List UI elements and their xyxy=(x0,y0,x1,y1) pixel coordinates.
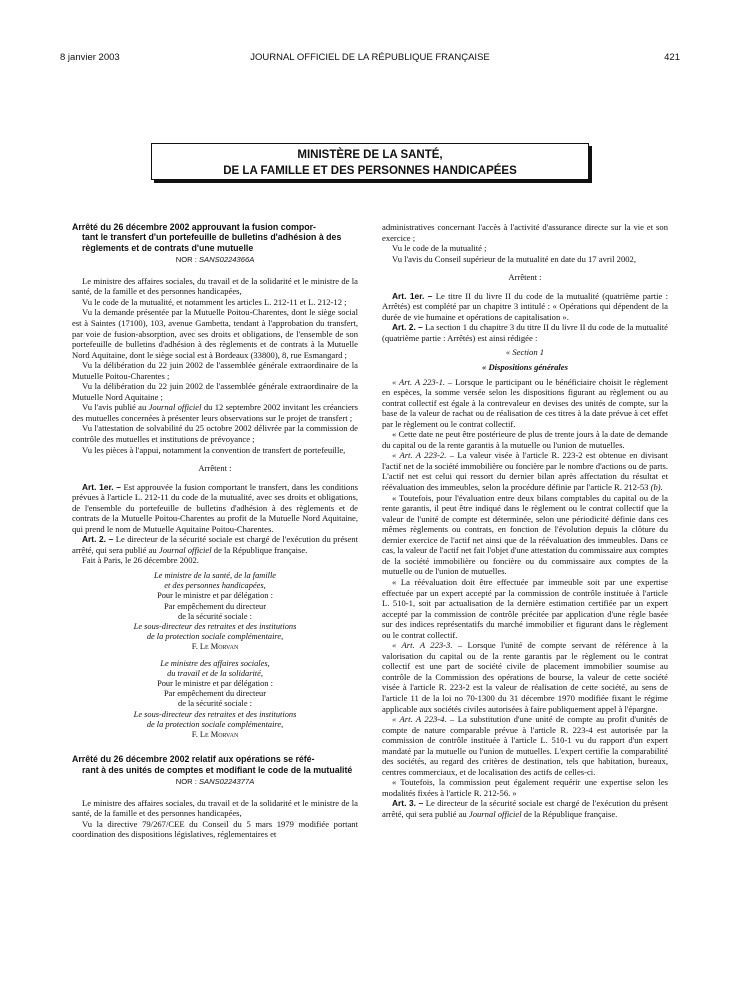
ministry-line-1: MINISTÈRE DE LA SANTÉ, xyxy=(297,149,443,161)
arrete1-article-1: Art. 1er. – Est approuvée la fusion comportant le transfert, dans les conditions prévues à l'article L. 212-11 du code de la mutualité, avec ses droits et obligations, de l'ensemble du portefeuille de bulletins d'adhésion à des règlements et de contrats de la Mutuelle Poitou-Charentes au profit de la Mutuelle Nord Aquitaine, qui prend le nom de Mutuelle Aquitaine Poitou-Charentes. xyxy=(72,481,358,534)
arrete1-vu-3: Vu la délibération du 22 juin 2002 de l'assemblée générale extraordinaire de la Mutuelle Poitou-Charentes ; xyxy=(72,360,358,381)
arrete1-article-2: Art. 2. – Le directeur de la sécurité sociale est chargé de l'exécution du présent arrêté, qui sera publié au Journal officiel de la République française. xyxy=(72,534,358,555)
arrete1-vu-2: Vu la demande présentée par la Mutuelle Poitou-Charentes, dont le siège social est à Saintes (17100), 103, avenue Gambetta, tendant à l'approbation du transfert, par voie de fusion-absorption, avec ses droits et obligations, de l'ensemble de son portefeuille de bulletins d'adhésion à des règlements et de contrats à la Mutuelle Nord Aquitaine, dont le siège social est à Bordeaux (33800), 8, rue Esmangard ; xyxy=(72,307,358,360)
article-a223-4: « Art. A 223-4. – La substitution d'une unité de compte au profit d'unités de compte de nature comparable prévue à l'article R. 223-4 est autorisée par la commission de contrôle instituée à l'article L. 510-1 vu du rapport d'un expert mandaté par la mutuelle ou l'union de mutuelles. L'expert certifie la comparabilité des sociétés, au regard des critères de destination, tels que habitation, bureaux, centres commerciaux, et de localisation des actifs de celles-ci. xyxy=(382,714,668,777)
arrete1-vu-7: Vu les pièces à l'appui, notamment la convention de transfert de portefeuille, xyxy=(82,444,346,455)
arrete1-vu-5: Vu l'avis publié au Journal officiel du 12 septembre 2002 invitant les créanciers des mutuelles concernées à présenter leurs observations sur le projet de transfert ; xyxy=(72,402,358,423)
arrete2-article-1: Art. 1er. – Le titre II du livre II du code de la mutualité (quatrième partie : Arrêtés) est complété par un chapitre 3 intitulé : « Opérations qui dépendent de la durée de vie humaine et opérations de capitalisation ». xyxy=(382,290,668,322)
arrete1-nor-code: SANS0224366A xyxy=(198,255,255,265)
arrete2-nor: NOR : SANS0224377A xyxy=(175,777,255,787)
header-page-number: 421 xyxy=(664,52,680,63)
arrete1-arretent: Arrêtent : xyxy=(198,463,232,474)
arrete2-vu-1-continued: administratives concernant l'accès à l'activité d'assurance directe sur la vie et son exercice ; xyxy=(382,222,668,243)
article-a223-1-p2: « Cette date ne peut être postérieure de plus de trente jours à la date de demande du capital ou de la rente garantis à la mutuelle ou l'union de mutuelles. xyxy=(382,429,668,450)
arrete1-fait: Fait à Paris, le 26 décembre 2002. xyxy=(82,555,199,566)
ministry-line-2: DE LA FAMILLE ET DES PERSONNES HANDICAPÉES xyxy=(223,165,517,177)
article-a223-2-p3: « La réévaluation doit être effectuée par immeuble soit par une expertise effectuée par un expert accepté par la commission de contrôle instituée à l'article L. 510-1, soit par actualisation de la dernière estimation certifiée par un expert accepté par la commission de contrôle précitée par application d'une règle basée sur des indices représentatifs du marché immobilier et figurant dans le règlement ou le contrat collectif. xyxy=(382,576,668,640)
section-heading: « Section 1 xyxy=(505,347,545,358)
arrete1-vu-4: Vu la délibération du 22 juin 2002 de l'assemblée générale extraordinaire de la Mutuelle Nord Aquitaine ; xyxy=(72,381,358,402)
article-a223-2-p2: « Toutefois, pour l'évaluation entre deux bilans comptables du capital ou de la rente garantis, il peut être indiqué dans le règlement ou le contrat collectif que la valeur de l'unité de compte est déterminée, selon une périodicité définie dans ces mêmes règlements ou contrats, en fonction de l'évolution depuis la clôture du dernier exercice de l'actif net ainsi que de la réévaluation des immeubles. Dans ce cas, la valeur de l'actif net fait l'objet d'une attestation du commissaire aux comptes de la société immobilière ou foncière ou du commissaire aux comptes de la mutuelle ou de l'union de mutuelles. xyxy=(382,492,668,577)
article-a223-3: « Art. A 223-3. – Lorsque l'unité de compte servant de référence à la valorisation du capital ou de la rente garantis par le règlement ou le contrat collectif est une part de société civile de placement immobilier soumise au contrôle de la Commission des opérations de bourse, la valeur de cette société visée à l'article R. 223-2 est la valeur de réalisation de cette société, au sens de l'article 11 de la loi no 70-1300 du 31 décembre 1970 modifiée fixant le régime applicable aux sociétés civiles autorisées à faire publiquement appel à l'épargne. xyxy=(382,640,668,714)
arrete2-arretent: Arrêtent : xyxy=(508,272,542,283)
arrete2-vu-3: Vu l'avis du Conseil supérieur de la mutualité en date du 17 avril 2002, xyxy=(392,253,636,264)
arrete2-article-3: Art. 3. – Le directeur de la sécurité sociale est chargé de l'exécution du présent arrêté, qui sera publié au Journal officiel de la République française. xyxy=(382,798,668,819)
arrete1-vu-1: Vu le code de la mutualité, et notamment les articles L. 212-11 et L. 212-12 ; xyxy=(82,296,347,307)
arrete2-article-2: Art. 2. – La section 1 du chapitre 3 du titre II du livre II du code de la mutualité (quatrième partie : Arrêtés) est ainsi rédigée : xyxy=(382,322,668,343)
page-header xyxy=(60,52,680,66)
article-a223-4-p2: « Toutefois, la commission peut également requérir une expertise selon les modalités fixées à l'article R. 212-56. » xyxy=(382,777,668,798)
arrete2-intro: Le ministre des affaires sociales, du travail et de la solidarité et le ministre de la santé, de la famille et des personnes handicapées, xyxy=(72,797,358,819)
arrete1-signature-1: Le ministre de la santé, de la famille et des personnes handicapées, Pour le ministre et par délégation : Par empêchement du directeur de la sécurité sociale : Le sous-directeur des retraites et des institutions de la protection sociale complémentaire, F. Le Morvan xyxy=(72,571,358,653)
arrete1-nor: NOR : SANS0224366A xyxy=(175,255,255,265)
arrete2-nor-code: SANS0224377A xyxy=(198,777,255,787)
article-a223-1: « Art. A 223-1. – Lorsque le participant ou le bénéficiaire choisit le règlement en espèces, la somme versée selon les dispositions figurant au règlement ou au contrat collectif est égale à la contrevaleur en devises des unités de compte, sur la base de la valeur de rachat ou de réalisation de ces titres à la date prévue à cet effet par le règlement ou le contrat collectif. xyxy=(382,376,668,429)
arrete1-title: Arrêté du 26 décembre 2002 approuvant la fusion compor- tant le transfert d'un portefeuille de bulletins d'adhésion à des règlements et de contrats d'une mutuelle xyxy=(72,222,342,253)
signatory-name: F. Le Morvan xyxy=(191,642,239,652)
right-column xyxy=(382,222,668,820)
ministry-heading-box xyxy=(151,143,589,180)
arrete1-signature-2: Le ministre des affaires sociales, du travail et de la solidarité, Pour le ministre et par délégation : Par empêchement du directeur de la sécurité sociale : Le sous-directeur des retraites et des institutions de la protection sociale complémentaire, F. Le Morvan xyxy=(72,659,358,741)
arrete2-vu-1: Vu la directive 79/267/CEE du Conseil du 5 mars 1979 modifiée portant coordination des dispositions législatives, réglementaires et xyxy=(72,818,358,840)
arrete1-intro: Le ministre des affaires sociales, du travail et de la solidarité et le ministre de la santé, de la famille et des personnes handicapées, xyxy=(72,275,358,297)
article-a223-2: « Art. A 223-2. – La valeur visée à l'article R. 223-2 est obtenue en divisant l'actif net de la société immobilière ou foncière par le nombre d'actions ou de parts. L'actif net est celui qui ressort du dernier bilan après affectation du résultat et réévaluation des immeubles, selon la procédure définie par l'article R. 212-53 (b). xyxy=(382,450,668,493)
arrete2-vu-2: Vu le code de la mutualité ; xyxy=(392,243,487,254)
header-date: 8 janvier 2003 xyxy=(60,52,120,63)
header-journal-name: JOURNAL OFFICIEL DE LA RÉPUBLIQUE FRANÇAISE xyxy=(250,52,490,63)
arrete2-title: Arrêté du 26 décembre 2002 relatif aux opérations se réfé- rant à des unités de comptes et modifiant le code de la mutualité xyxy=(72,754,353,775)
left-column xyxy=(72,222,358,840)
signatory-name: F. Le Morvan xyxy=(191,730,239,740)
arrete1-vu-6: Vu l'attestation de solvabilité du 25 octobre 2002 délivrée par la commission de contrôle des mutuelles et institutions de prévoyance ; xyxy=(72,423,358,444)
dispositions-heading: « Dispositions générales xyxy=(482,362,568,373)
